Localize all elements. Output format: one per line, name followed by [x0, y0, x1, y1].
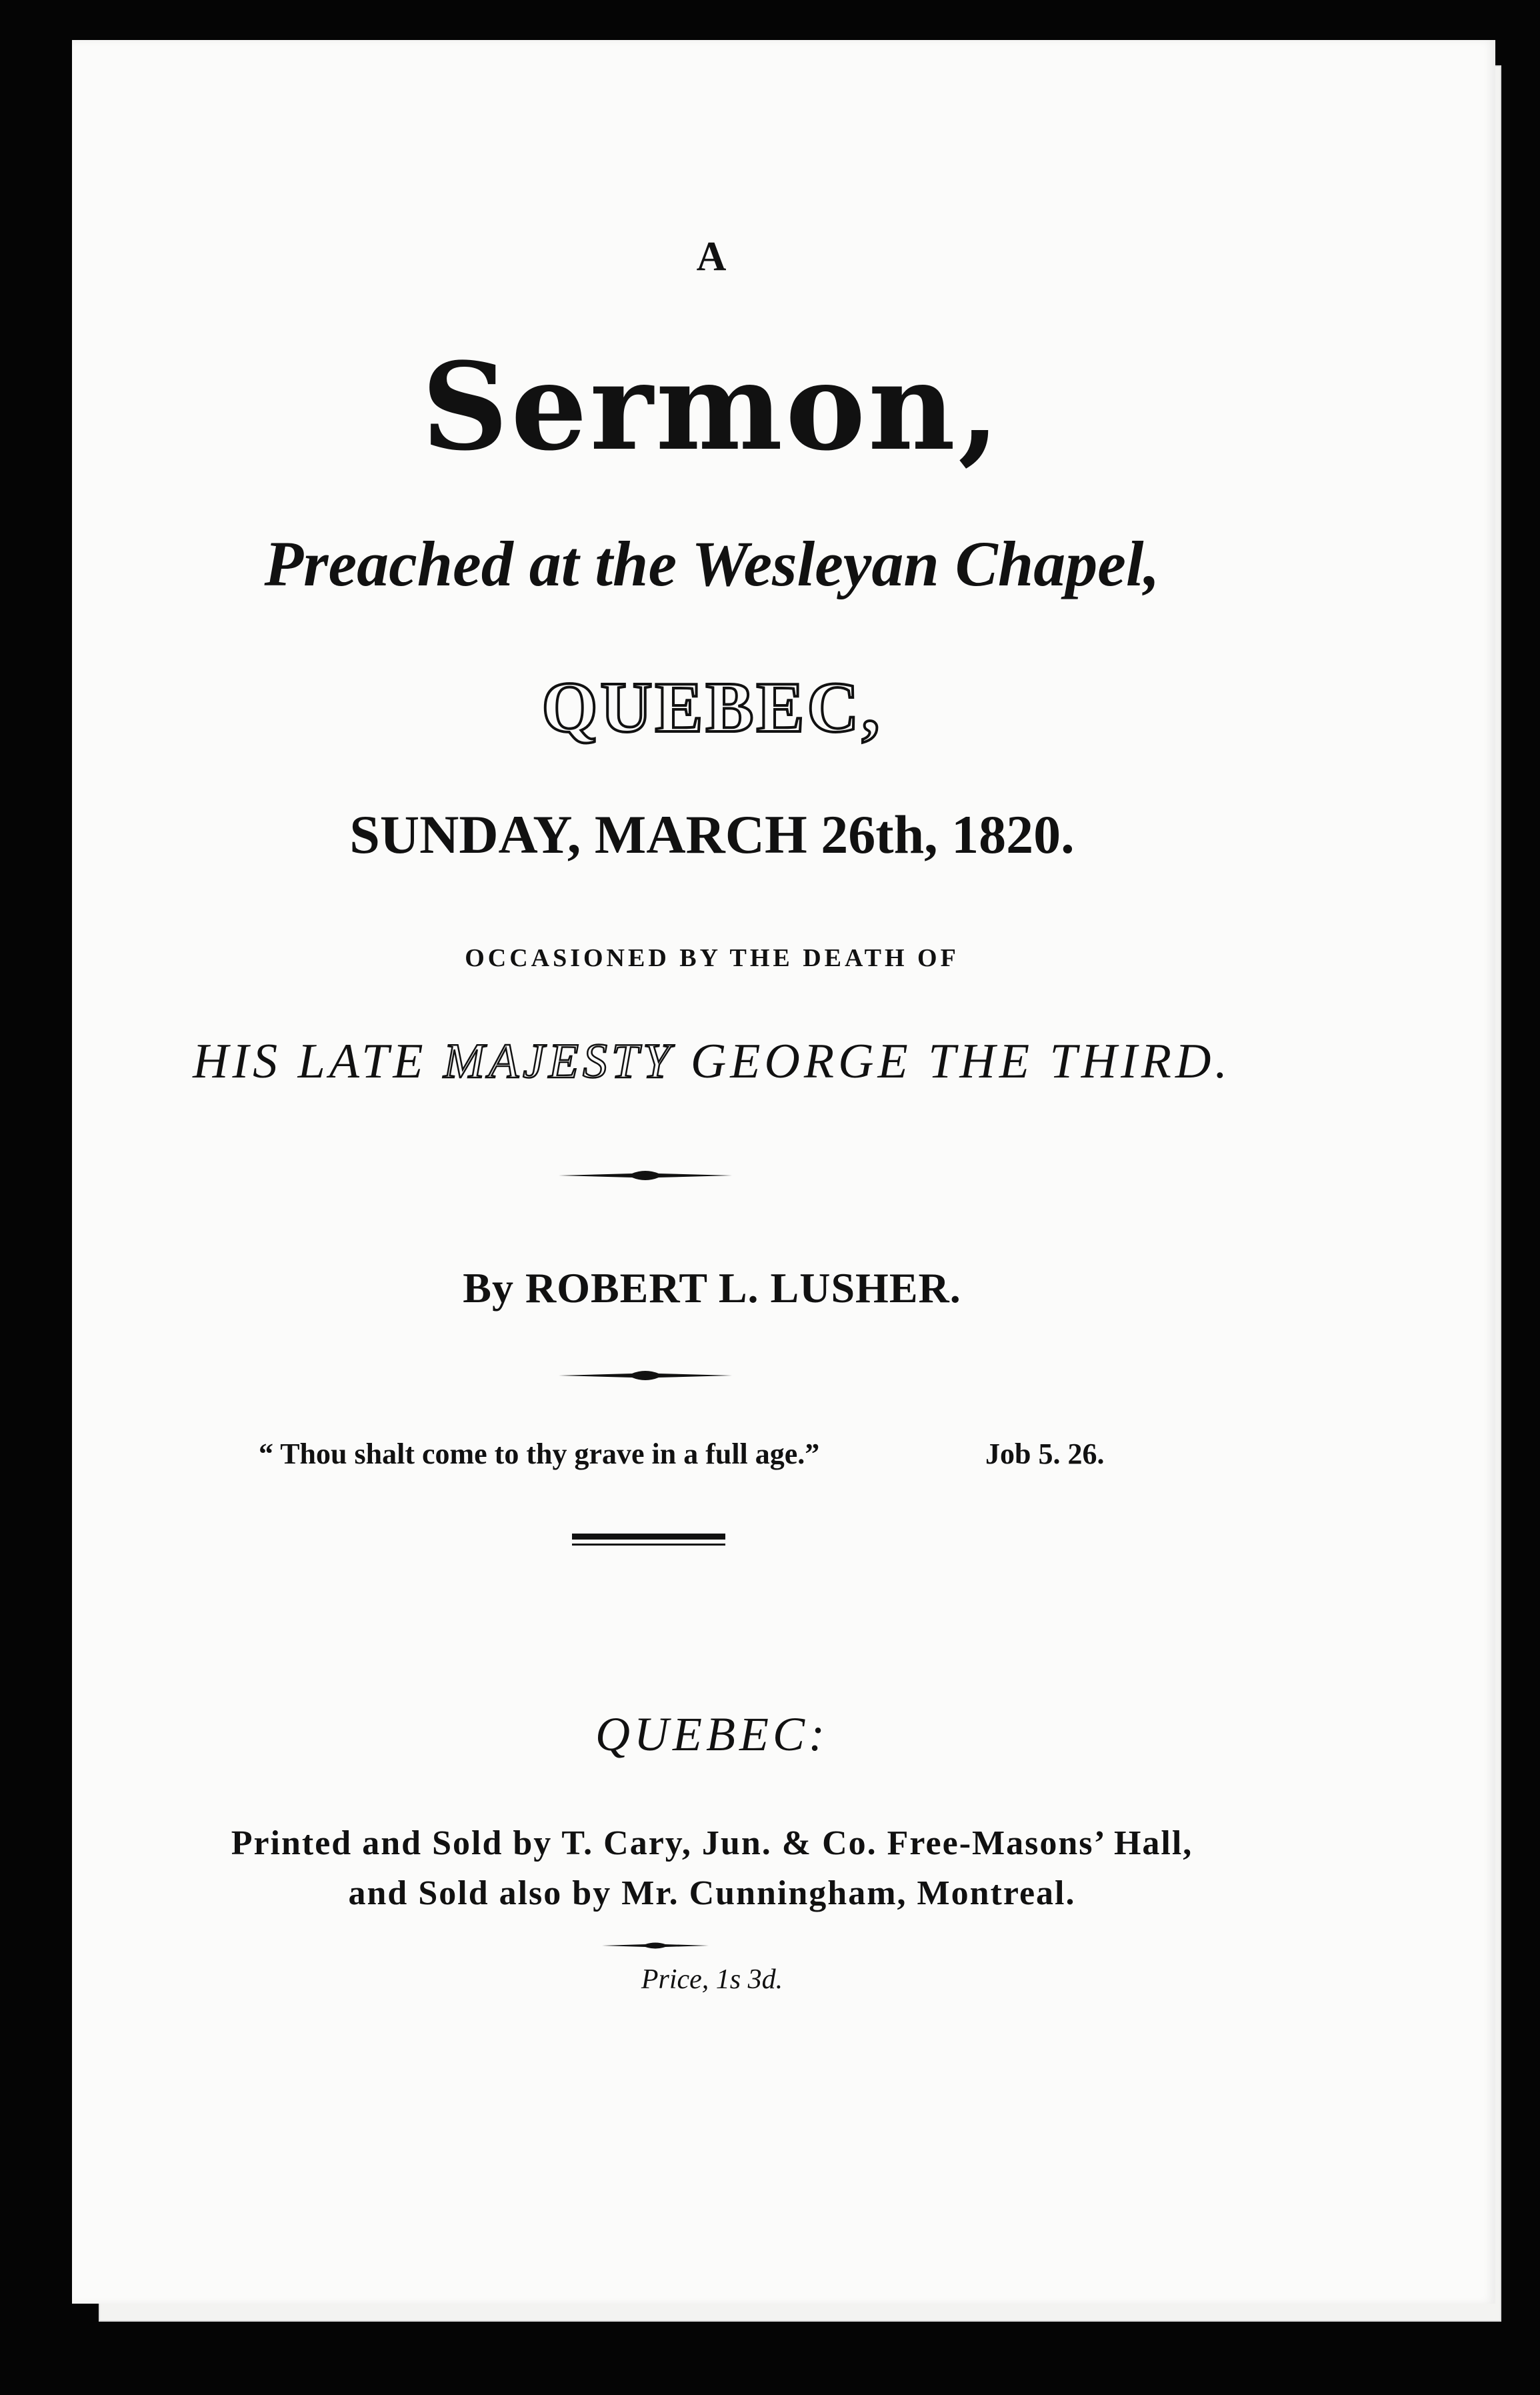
majesty-line: [72, 1033, 1352, 1090]
ornament-rule-small: [602, 1940, 709, 1951]
sermon-date: SUNDAY, MARCH 26th, 1820.: [349, 804, 1075, 865]
epigraph: [259, 1437, 1192, 1471]
author-prefix: By: [463, 1264, 514, 1312]
author-name: ROBERT L. LUSHER.: [513, 1264, 961, 1312]
place-heading: QUEBEC,: [541, 668, 883, 747]
majesty-plain: HIS LATE: [193, 1034, 444, 1089]
epigraph-citation: Job 5. 26.: [985, 1438, 1105, 1470]
majesty-rest: GEORGE THE THIRD.: [674, 1034, 1231, 1089]
majesty-outline: MAJESTY: [443, 1034, 675, 1089]
imprint-city: QUEBEC:: [595, 1708, 829, 1761]
subtitle: Preached at the Wesleyan Chapel,: [264, 528, 1160, 599]
ornament-rule-bottom: [559, 1367, 732, 1384]
price: Price, 1s 3d.: [641, 1964, 783, 1995]
epigraph-quote: “ Thou shalt come to thy grave in a full age.”: [259, 1438, 820, 1470]
author-line: [72, 1264, 1352, 1313]
occasion-line: OCCASIONED BY THE DEATH OF: [465, 944, 959, 972]
imprint-seller: and Sold also by Mr. Cunningham, Montreal.: [348, 1874, 1076, 1912]
title-page: [72, 40, 1495, 2304]
ornament-rule-top: [559, 1167, 732, 1184]
title-article: A: [696, 234, 728, 279]
imprint-printer: Printed and Sold by T. Cary, Jun. & Co. Free-Masons’ Hall,: [231, 1824, 1193, 1862]
double-rule: [572, 1534, 725, 1546]
title-main: Sermon,: [421, 337, 1003, 477]
